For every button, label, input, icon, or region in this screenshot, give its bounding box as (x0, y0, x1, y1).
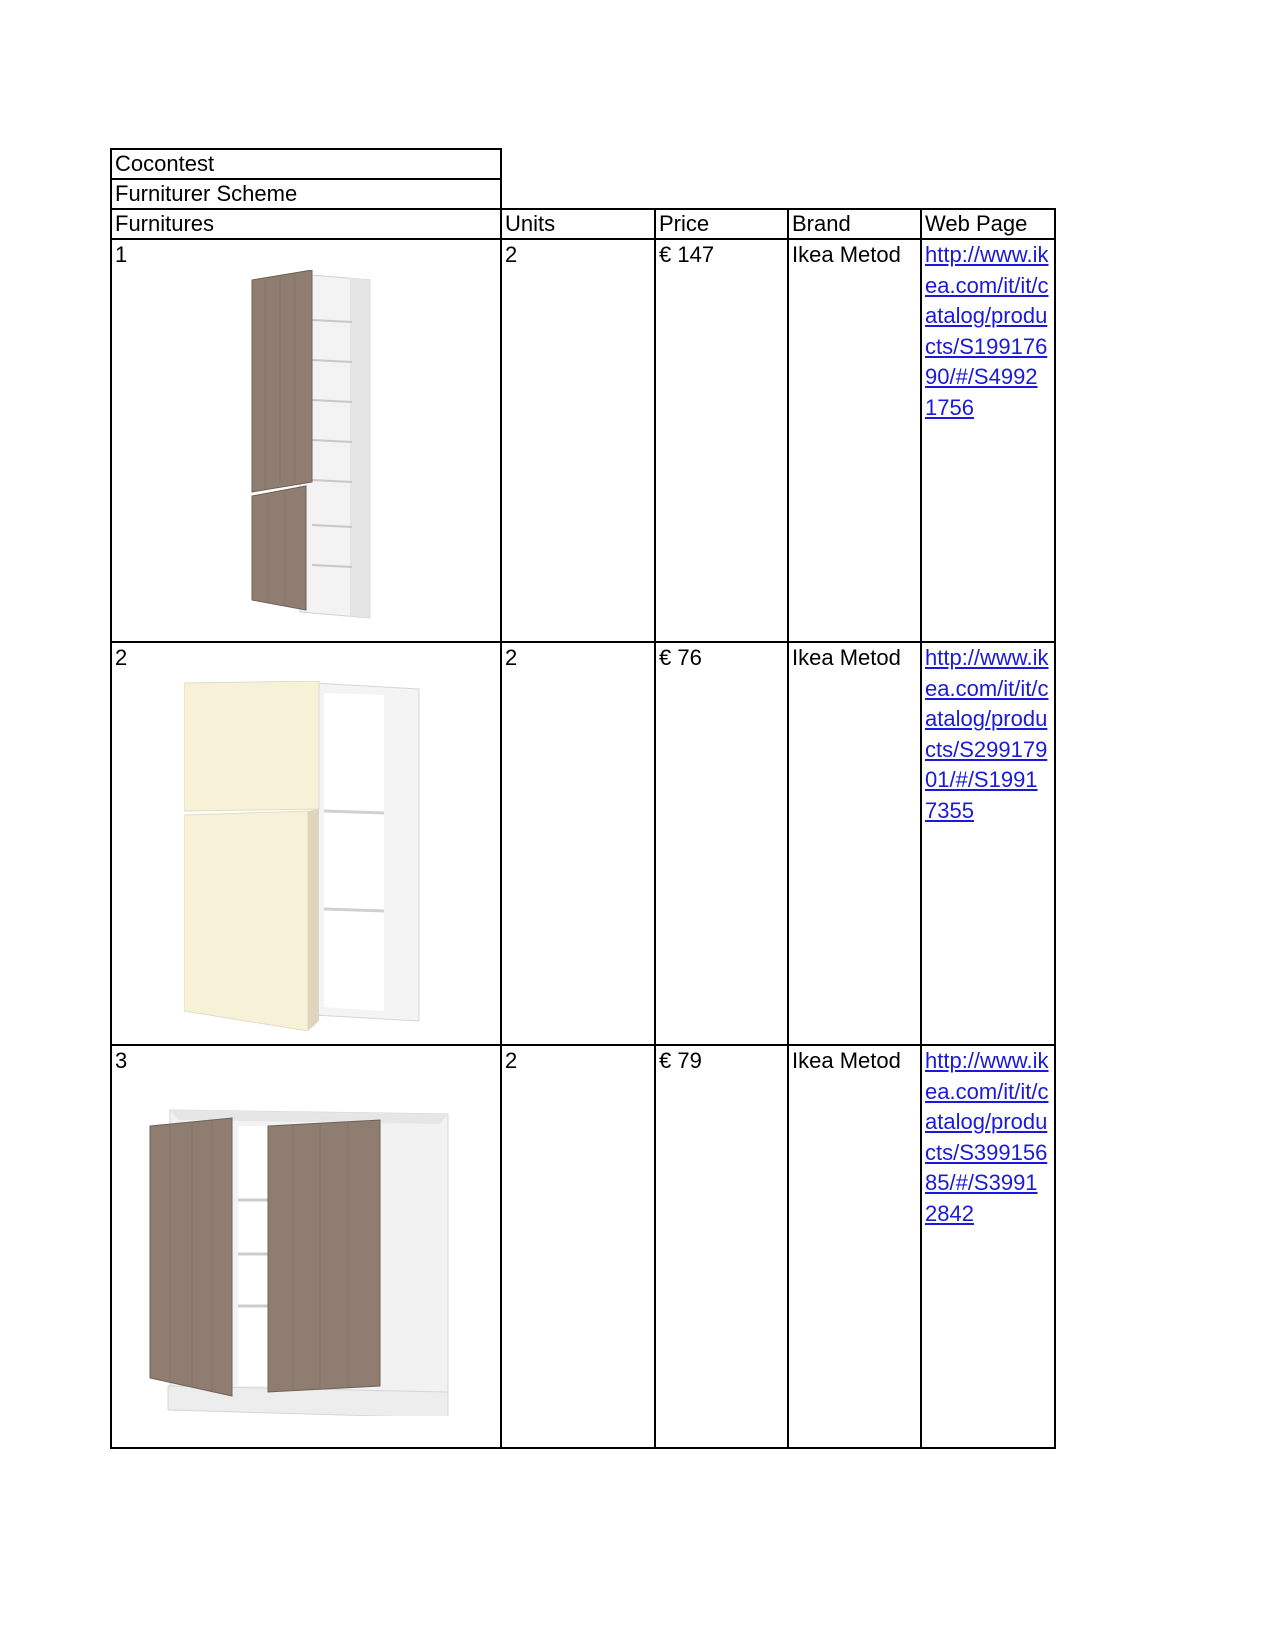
sheet-subtitle (110, 178, 502, 210)
header-units (500, 208, 656, 240)
header-web-page (920, 208, 1056, 240)
row-3-brand-value: Ikea Metod (792, 1048, 901, 1073)
row-2-index: 2 (115, 645, 128, 670)
row-3-index: 3 (115, 1048, 128, 1073)
header-price (654, 208, 789, 240)
subtitle-text: Furniturer Scheme (115, 181, 298, 206)
header-price-label: Price (659, 211, 710, 236)
header-furnitures-label: Furnitures (115, 211, 215, 236)
row-3-furniture (110, 1044, 502, 1449)
row-1-units (500, 238, 656, 643)
row-3-web-page (920, 1044, 1056, 1449)
row-2-price-value: € 76 (659, 645, 702, 670)
header-web-page-label: Web Page (925, 211, 1028, 236)
row-3-price-value: € 79 (659, 1048, 702, 1073)
row-1-brand-value: Ikea Metod (792, 242, 901, 267)
row-2-units-value: 2 (505, 645, 518, 670)
row-2-price (654, 641, 789, 1046)
row-1-url-link[interactable]: http://www.ikea.com/it/it/catalog/products/S19917690/#/S49921756 (925, 242, 1049, 420)
row-2-web-page (920, 641, 1056, 1046)
tall-cabinet-image (240, 270, 380, 620)
row-3-units (500, 1044, 656, 1449)
row-1-price (654, 238, 789, 643)
row-2-furniture (110, 641, 502, 1046)
row-3-units-value: 2 (505, 1048, 518, 1073)
header-brand-label: Brand (792, 211, 851, 236)
row-1-web-page (920, 238, 1056, 643)
row-1-furniture (110, 238, 502, 643)
sheet-title (110, 148, 502, 180)
row-2-brand-value: Ikea Metod (792, 645, 901, 670)
row-1-index: 1 (115, 242, 128, 267)
row-3-price (654, 1044, 789, 1449)
row-3-url-link[interactable]: http://www.ikea.com/it/it/catalog/products/S39915685/#/S39912842 (925, 1048, 1049, 1226)
row-1-brand (787, 238, 922, 643)
row-3-brand (787, 1044, 922, 1449)
row-1-units-value: 2 (505, 242, 518, 267)
title-text: Cocontest (115, 151, 215, 176)
row-1-price-value: € 147 (659, 242, 715, 267)
header-units-label: Units (505, 211, 556, 236)
row-2-units (500, 641, 656, 1046)
header-furnitures (110, 208, 502, 240)
row-2-url-link[interactable]: http://www.ikea.com/it/it/catalog/products/S29917901/#/S19917355 (925, 645, 1049, 823)
header-brand (787, 208, 922, 240)
wall-cabinet-image (184, 681, 424, 1031)
row-2-brand (787, 641, 922, 1046)
base-cabinet-image (148, 1096, 460, 1416)
